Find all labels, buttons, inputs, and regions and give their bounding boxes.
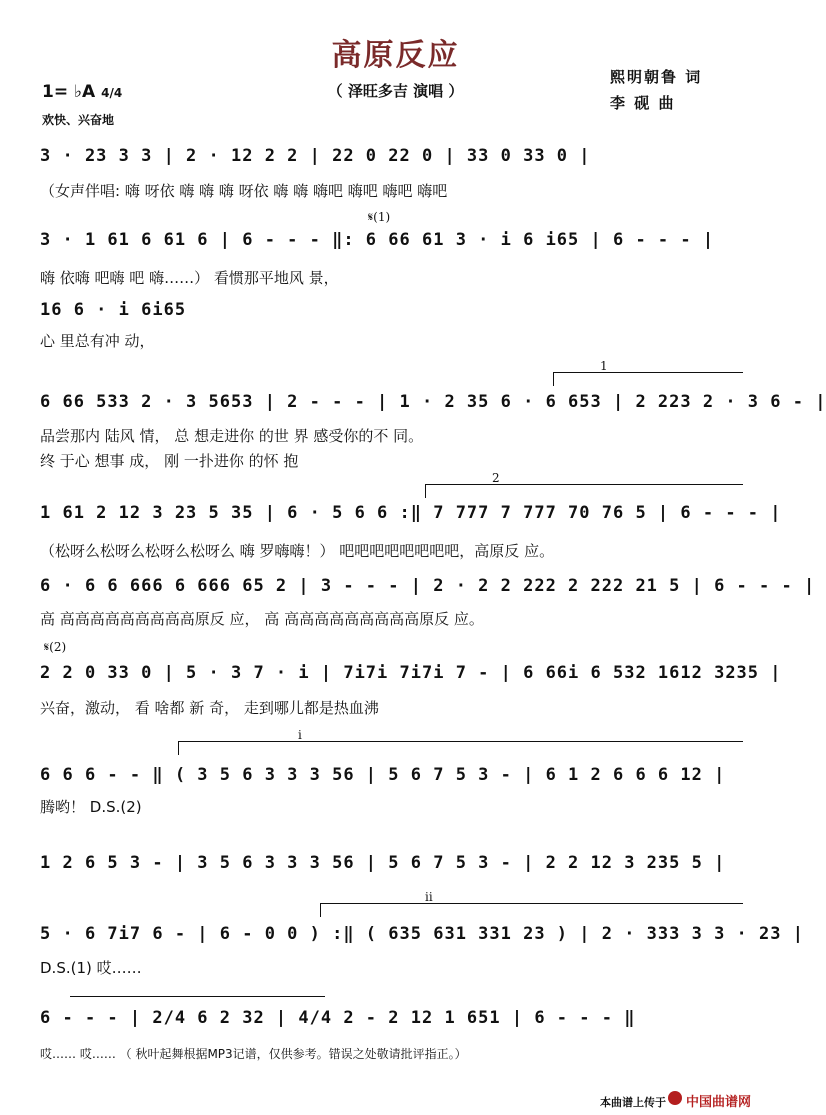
notation-row-3: 16 6 · i 6i65 <box>40 300 187 320</box>
notation-row-1: 3 · 23 3 3 | 2 · 12 2 2 | 22 0 22 0 | 33 0 33 0 | <box>40 146 591 166</box>
key-signature <box>42 82 122 102</box>
slur-long-final <box>70 996 325 997</box>
volta-1-bracket <box>553 372 743 373</box>
key-signature-text: 1= ♭A <box>42 82 96 102</box>
volta-ii-tick <box>320 903 321 917</box>
upload-note: 本曲谱上传于 <box>600 1096 666 1109</box>
volta-2-tick <box>425 484 426 498</box>
lyric-row-5: （松呀么松呀么松呀么松呀么 嗨 罗嗨嗨！） 吧吧吧吧吧吧吧吧，高原反 应。 <box>40 542 555 560</box>
notation-row-6: 6 · 6 6 666 6 666 65 2 | 3 - - - | 2 · 2 2 222 2 222 21 5 | 6 - - - | <box>40 576 816 596</box>
lyric-row-6: 高 高高高高高高高高高原反 应， 高 高高高高高高高高高原反 应。 <box>40 610 484 628</box>
lyric-row-3: 心 里总有冲 动， <box>40 332 155 350</box>
lyric-row-1: （女声伴唱: 嗨 呀依 嗨 嗨 嗨 呀依 嗨 嗨 嗨吧 嗨吧 嗨吧 嗨吧 <box>40 182 448 200</box>
site-logo-text: 中国曲谱网 <box>686 1095 752 1110</box>
lyric-row-7: 兴奋，激动， 看 啥都 新 奇， 走到哪儿都是热血沸 <box>40 699 379 717</box>
volta-1-label: 1 <box>600 359 608 373</box>
tempo-marking: 欢快、兴奋地 <box>42 113 115 127</box>
segno-2-mark: 𝄋(2) <box>44 640 67 654</box>
volta-2-label: 2 <box>492 471 500 485</box>
singer-credit: （ 泽旺多吉 演唱 ） <box>327 82 464 100</box>
volta-ii-bracket <box>320 903 743 904</box>
volta-ii-label: ii <box>425 890 433 904</box>
notation-row-4: 6 66 533 2 · 3 5653 | 2 - - - | 1 · 2 35 6 · 6 653 | 2 223 2 · 3 6 - | <box>40 392 826 412</box>
notation-row-8: 6 6 6 - - ‖ ( 3 5 6 3 3 3 56 | 5 6 7 5 3 - | 6 1 2 6 6 6 12 | <box>40 765 726 785</box>
composer-credit: 李 砚 曲 <box>610 94 676 112</box>
time-signature: 4/4 <box>101 86 123 100</box>
segno-1-mark: 𝄋(1) <box>368 210 391 224</box>
site-logo-icon <box>668 1091 682 1105</box>
notation-row-11: 6 - - - | 2/4 6 2 32 | 4/4 2 - 2 12 1 651 | 6 - - - ‖ <box>40 1008 636 1028</box>
volta-2-bracket <box>425 484 743 485</box>
notation-row-10: 5 · 6 7i7 6 - | 6 - 0 0 ) :‖ ( 635 631 331 23 ) | 2 · 333 3 3 · 23 | <box>40 924 804 944</box>
volta-i-tick <box>178 741 179 755</box>
volta-1-tick <box>553 372 554 386</box>
volta-i-label: i <box>298 728 302 742</box>
notation-row-9: 1 2 6 5 3 - | 3 5 6 3 3 3 56 | 5 6 7 5 3 - | 2 2 12 3 235 5 | <box>40 853 726 873</box>
notation-row-2: 3 · 1 61 6 61 6 | 6 - - - ‖: 6 66 61 3 · i 6 i65 | 6 - - - | <box>40 230 715 250</box>
lyric-row-10: D.S.(1) 哎…… <box>40 959 142 977</box>
lyric-row-4a: 品尝那内 陆风 情， 总 想走进你 的世 界 感受你的不 同。 <box>40 427 424 445</box>
lyricist-credit: 熙明朝鲁 词 <box>610 68 703 86</box>
notation-row-5: 1 61 2 12 3 23 5 35 | 6 · 5 6 6 :‖ 7 777 7 777 70 76 5 | 6 - - - | <box>40 503 782 523</box>
lyric-row-4b: 终 于心 想事 成， 刚 一扑进你 的怀 抱 <box>40 452 299 470</box>
volta-i-bracket <box>178 741 743 742</box>
lyric-row-2: 嗨 依嗨 吧嗨 吧 嗨……） 看惯那平地风 景， <box>40 269 339 287</box>
lyric-row-8: 腾哟！ D.S.(2) <box>40 798 142 816</box>
lyric-row-11: 哎…… 哎…… （ 秋叶起舞根据MP3记谱，仅供参考。错误之处敬请批评指正。） <box>40 1047 467 1061</box>
notation-row-7: 2 2 0 33 0 | 5 · 3 7 · i | 7i7i 7i7i 7 - | 6 66i 6 532 1612 3235 | <box>40 663 782 683</box>
song-title: 高原反应 <box>331 38 460 73</box>
